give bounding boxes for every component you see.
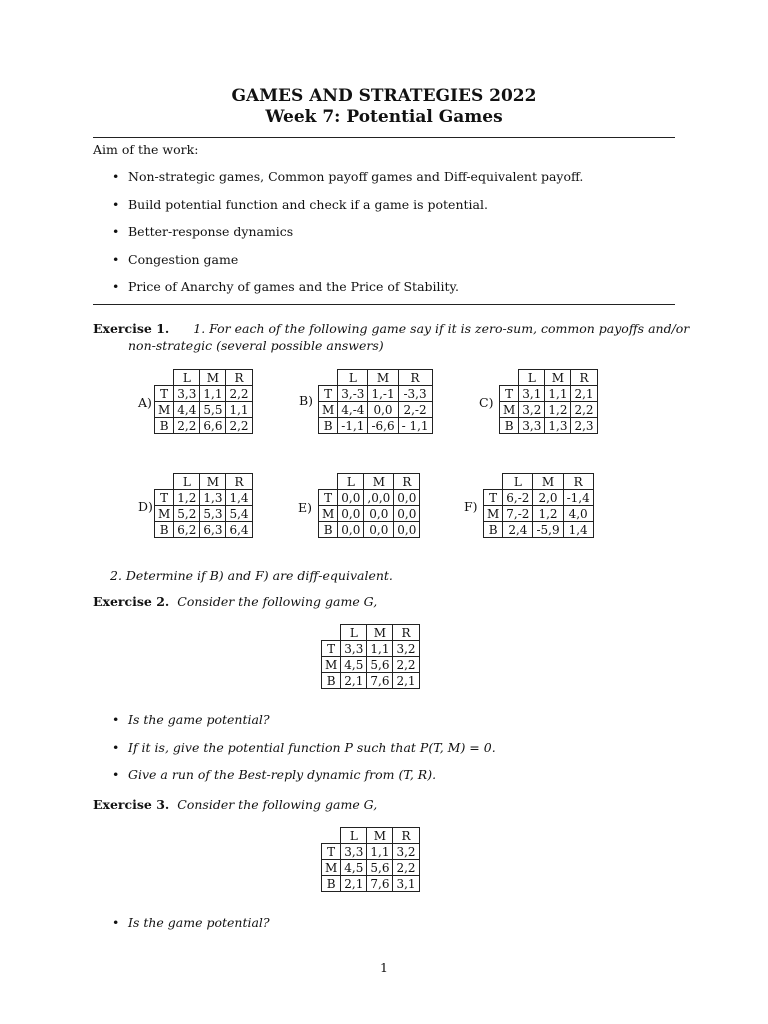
aim-item: • Congestion game <box>112 252 239 267</box>
matrix-cell: 0,0 <box>338 522 364 538</box>
matrix-row <box>155 522 253 538</box>
matrix-col-header: R <box>393 828 419 844</box>
exercise1-q2: 2. Determine if B) and F) are diff-equivalent. <box>110 568 393 583</box>
matrix-cell: -5,9 <box>533 522 563 538</box>
matrix-cell: -1,1 <box>338 418 368 434</box>
matrix-cell: 1,2 <box>545 402 571 418</box>
exercise1-heading: Exercise 1. 1. For each of the following game say if it is zero-sum, common payoffs and/or <box>93 321 690 336</box>
matrix-row-header: B <box>322 673 341 689</box>
matrix-row <box>484 506 594 522</box>
matrix-col-header: R <box>398 370 432 386</box>
matrix-row <box>500 418 598 434</box>
matrix-cell: 2,-2 <box>398 402 432 418</box>
matrix-row-header: T <box>319 386 338 402</box>
matrix-row-header: T <box>155 386 174 402</box>
matrix-row <box>319 490 420 506</box>
matrix-cell: 0,0 <box>338 490 364 506</box>
matrix-row <box>322 673 420 689</box>
matrix-cell: 6,2 <box>174 522 200 538</box>
matrix-col-header: M <box>200 370 226 386</box>
aim-heading: Aim of the work: <box>93 142 199 157</box>
matrix-cell: -6,6 <box>368 418 398 434</box>
matrix-cell: 2,2 <box>226 418 252 434</box>
matrix-cell: 5,6 <box>367 860 393 876</box>
matrix-cell: 3,1 <box>519 386 545 402</box>
title-line1: GAMES AND STRATEGIES 2022 <box>231 86 537 106</box>
game-label: A) <box>138 395 152 410</box>
matrix-row-header: B <box>155 522 174 538</box>
matrix-header-row <box>322 625 420 641</box>
matrix-cell: 5,6 <box>367 657 393 673</box>
matrix-row-header: M <box>484 506 503 522</box>
matrix-row <box>500 386 598 402</box>
aim-item: • Non-strategic games, Common payoff games and Diff-equivalent payoff. <box>112 169 584 184</box>
matrix-row-header: B <box>484 522 503 538</box>
matrix-cell: 2,4 <box>503 522 533 538</box>
matrix-cell: 2,1 <box>571 386 597 402</box>
matrix-cell: 1,1 <box>367 641 393 657</box>
matrix-cell: 7,-2 <box>503 506 533 522</box>
matrix-row <box>155 418 253 434</box>
matrix-row <box>155 506 253 522</box>
matrix-row <box>319 386 433 402</box>
matrix-col-header: M <box>200 474 226 490</box>
matrix-row-header: T <box>322 844 341 860</box>
matrix-row-header: M <box>322 657 341 673</box>
matrix-cell: 4,0 <box>563 506 593 522</box>
matrix-header-row <box>322 828 420 844</box>
matrix-col-header: M <box>545 370 571 386</box>
payoff-matrix <box>318 473 420 538</box>
top-rule <box>93 137 675 138</box>
matrix-col-header: M <box>367 828 393 844</box>
matrix-row-header: B <box>319 418 338 434</box>
matrix-col-header: R <box>563 474 593 490</box>
matrix-cell: 1,1 <box>226 402 252 418</box>
matrix-header-row <box>319 370 433 386</box>
matrix-row <box>155 490 253 506</box>
game-label: D) <box>138 499 153 514</box>
matrix-cell: 1,2 <box>533 506 563 522</box>
matrix-header-row <box>484 474 594 490</box>
matrix-row <box>322 657 420 673</box>
matrix-corner <box>319 474 338 490</box>
title-line2: Week 7: Potential Games <box>265 107 503 127</box>
matrix-cell: 2,2 <box>174 418 200 434</box>
matrix-cell: 7,6 <box>367 673 393 689</box>
matrix-col-header: M <box>368 370 398 386</box>
matrix-row <box>319 418 433 434</box>
matrix-cell: 1,4 <box>226 490 252 506</box>
matrix-cell: 1,-1 <box>368 386 398 402</box>
bottom-rule <box>93 304 675 305</box>
matrix-row-header: M <box>319 402 338 418</box>
matrix-row <box>500 402 598 418</box>
matrix-col-header: L <box>174 474 200 490</box>
exercise2-item: • If it is, give the potential function P such that P(T, M) = 0. <box>112 740 496 755</box>
matrix-cell: - 1,1 <box>398 418 432 434</box>
matrix-cell: ,0,0 <box>364 490 394 506</box>
matrix-cell: 6,3 <box>200 522 226 538</box>
matrix-cell: 3,2 <box>393 844 419 860</box>
matrix-row-header: T <box>322 641 341 657</box>
matrix-cell: 2,1 <box>341 673 367 689</box>
game-label: E) <box>298 500 313 515</box>
matrix-row-header: M <box>155 506 174 522</box>
matrix-header-row <box>500 370 598 386</box>
aim-item: • Build potential function and check if a game is potential. <box>112 197 488 212</box>
matrix-row-header: T <box>484 490 503 506</box>
matrix-col-header: L <box>174 370 200 386</box>
matrix-cell: 6,4 <box>226 522 252 538</box>
payoff-matrix <box>321 624 420 689</box>
matrix-col-header: M <box>364 474 394 490</box>
matrix-cell: 5,4 <box>226 506 252 522</box>
matrix-row-header: B <box>322 876 341 892</box>
payoff-matrix <box>499 369 598 434</box>
matrix-corner <box>319 370 338 386</box>
matrix-cell: 6,6 <box>200 418 226 434</box>
payoff-matrix <box>483 473 594 538</box>
matrix-cell: -3,3 <box>398 386 432 402</box>
matrix-col-header: R <box>226 370 252 386</box>
matrix-cell: 1,1 <box>367 844 393 860</box>
payoff-matrix <box>321 827 420 892</box>
matrix-cell: 3,2 <box>519 402 545 418</box>
matrix-cell: 3,1 <box>393 876 419 892</box>
payoff-matrix <box>154 473 253 538</box>
matrix-corner <box>322 828 341 844</box>
game-label: B) <box>299 393 314 408</box>
matrix-row <box>484 522 594 538</box>
matrix-col-header: M <box>367 625 393 641</box>
matrix-cell: 1,4 <box>563 522 593 538</box>
game-label: F) <box>464 499 478 514</box>
matrix-col-header: R <box>393 625 419 641</box>
matrix-cell: 1,3 <box>200 490 226 506</box>
matrix-cell: 1,1 <box>545 386 571 402</box>
matrix-cell: 2,2 <box>393 657 419 673</box>
payoff-matrix <box>318 369 433 434</box>
matrix-header-row <box>155 474 253 490</box>
matrix-row-header: T <box>500 386 519 402</box>
matrix-row <box>322 844 420 860</box>
matrix-cell: 2,0 <box>533 490 563 506</box>
matrix-cell: 2,3 <box>571 418 597 434</box>
matrix-corner <box>500 370 519 386</box>
matrix-cell: 1,1 <box>200 386 226 402</box>
matrix-cell: 0,0 <box>338 506 364 522</box>
matrix-cell: 0,0 <box>364 506 394 522</box>
matrix-cell: 7,6 <box>367 876 393 892</box>
matrix-row-header: M <box>500 402 519 418</box>
matrix-row <box>322 641 420 657</box>
exercise1-q1-cont: non-strategic (several possible answers) <box>128 338 384 353</box>
matrix-cell: 0,0 <box>394 490 420 506</box>
matrix-cell: 5,3 <box>200 506 226 522</box>
matrix-col-header: L <box>341 625 367 641</box>
matrix-row <box>155 386 253 402</box>
matrix-cell: 4,5 <box>341 860 367 876</box>
matrix-row <box>322 876 420 892</box>
matrix-header-row <box>155 370 253 386</box>
matrix-cell: 4,4 <box>174 402 200 418</box>
matrix-col-header: L <box>519 370 545 386</box>
matrix-col-header: L <box>338 474 364 490</box>
matrix-cell: 2,2 <box>571 402 597 418</box>
matrix-row-header: M <box>319 506 338 522</box>
matrix-corner <box>484 474 503 490</box>
matrix-corner <box>155 474 174 490</box>
matrix-cell: 0,0 <box>368 402 398 418</box>
payoff-matrix <box>154 369 253 434</box>
matrix-row <box>319 522 420 538</box>
matrix-cell: 3,3 <box>341 844 367 860</box>
aim-item: • Price of Anarchy of games and the Price of Stability. <box>112 279 459 294</box>
matrix-corner <box>155 370 174 386</box>
matrix-cell: 2,1 <box>393 673 419 689</box>
matrix-row-header: B <box>319 522 338 538</box>
matrix-col-header: M <box>533 474 563 490</box>
matrix-row <box>322 860 420 876</box>
matrix-cell: 0,0 <box>394 506 420 522</box>
matrix-cell: 2,1 <box>341 876 367 892</box>
exercise3-item: • Is the game potential? <box>112 915 270 930</box>
matrix-corner <box>322 625 341 641</box>
matrix-col-header: R <box>571 370 597 386</box>
matrix-cell: 3,-3 <box>338 386 368 402</box>
game-label: C) <box>479 395 494 410</box>
aim-item: • Better-response dynamics <box>112 224 294 239</box>
matrix-cell: 2,2 <box>226 386 252 402</box>
matrix-cell: 2,2 <box>393 860 419 876</box>
matrix-cell: 5,2 <box>174 506 200 522</box>
matrix-col-header: R <box>226 474 252 490</box>
matrix-row <box>155 402 253 418</box>
exercise2-heading: Exercise 2. Consider the following game G, <box>93 594 378 609</box>
matrix-row <box>319 402 433 418</box>
exercise3-heading: Exercise 3. Consider the following game G, <box>93 797 378 812</box>
matrix-cell: 3,3 <box>341 641 367 657</box>
matrix-row-header: M <box>322 860 341 876</box>
matrix-col-header: L <box>338 370 368 386</box>
matrix-header-row <box>319 474 420 490</box>
exercise2-item: • Is the game potential? <box>112 712 270 727</box>
matrix-row-header: T <box>155 490 174 506</box>
matrix-cell: 1,2 <box>174 490 200 506</box>
page-number: 1 <box>380 960 388 975</box>
matrix-col-header: L <box>503 474 533 490</box>
matrix-cell: 0,0 <box>364 522 394 538</box>
matrix-cell: 5,5 <box>200 402 226 418</box>
matrix-row-header: B <box>155 418 174 434</box>
matrix-cell: 3,3 <box>174 386 200 402</box>
matrix-col-header: L <box>341 828 367 844</box>
matrix-cell: 4,5 <box>341 657 367 673</box>
matrix-row <box>484 490 594 506</box>
matrix-row-header: T <box>319 490 338 506</box>
matrix-cell: 6,-2 <box>503 490 533 506</box>
matrix-col-header: R <box>394 474 420 490</box>
matrix-cell: 0,0 <box>394 522 420 538</box>
matrix-row-header: B <box>500 418 519 434</box>
matrix-cell: 3,3 <box>519 418 545 434</box>
matrix-cell: 3,2 <box>393 641 419 657</box>
matrix-cell: 4,-4 <box>338 402 368 418</box>
matrix-cell: -1,4 <box>563 490 593 506</box>
matrix-row-header: M <box>155 402 174 418</box>
matrix-cell: 1,3 <box>545 418 571 434</box>
exercise2-item: • Give a run of the Best-reply dynamic from (T, R). <box>112 767 437 782</box>
matrix-row <box>319 506 420 522</box>
